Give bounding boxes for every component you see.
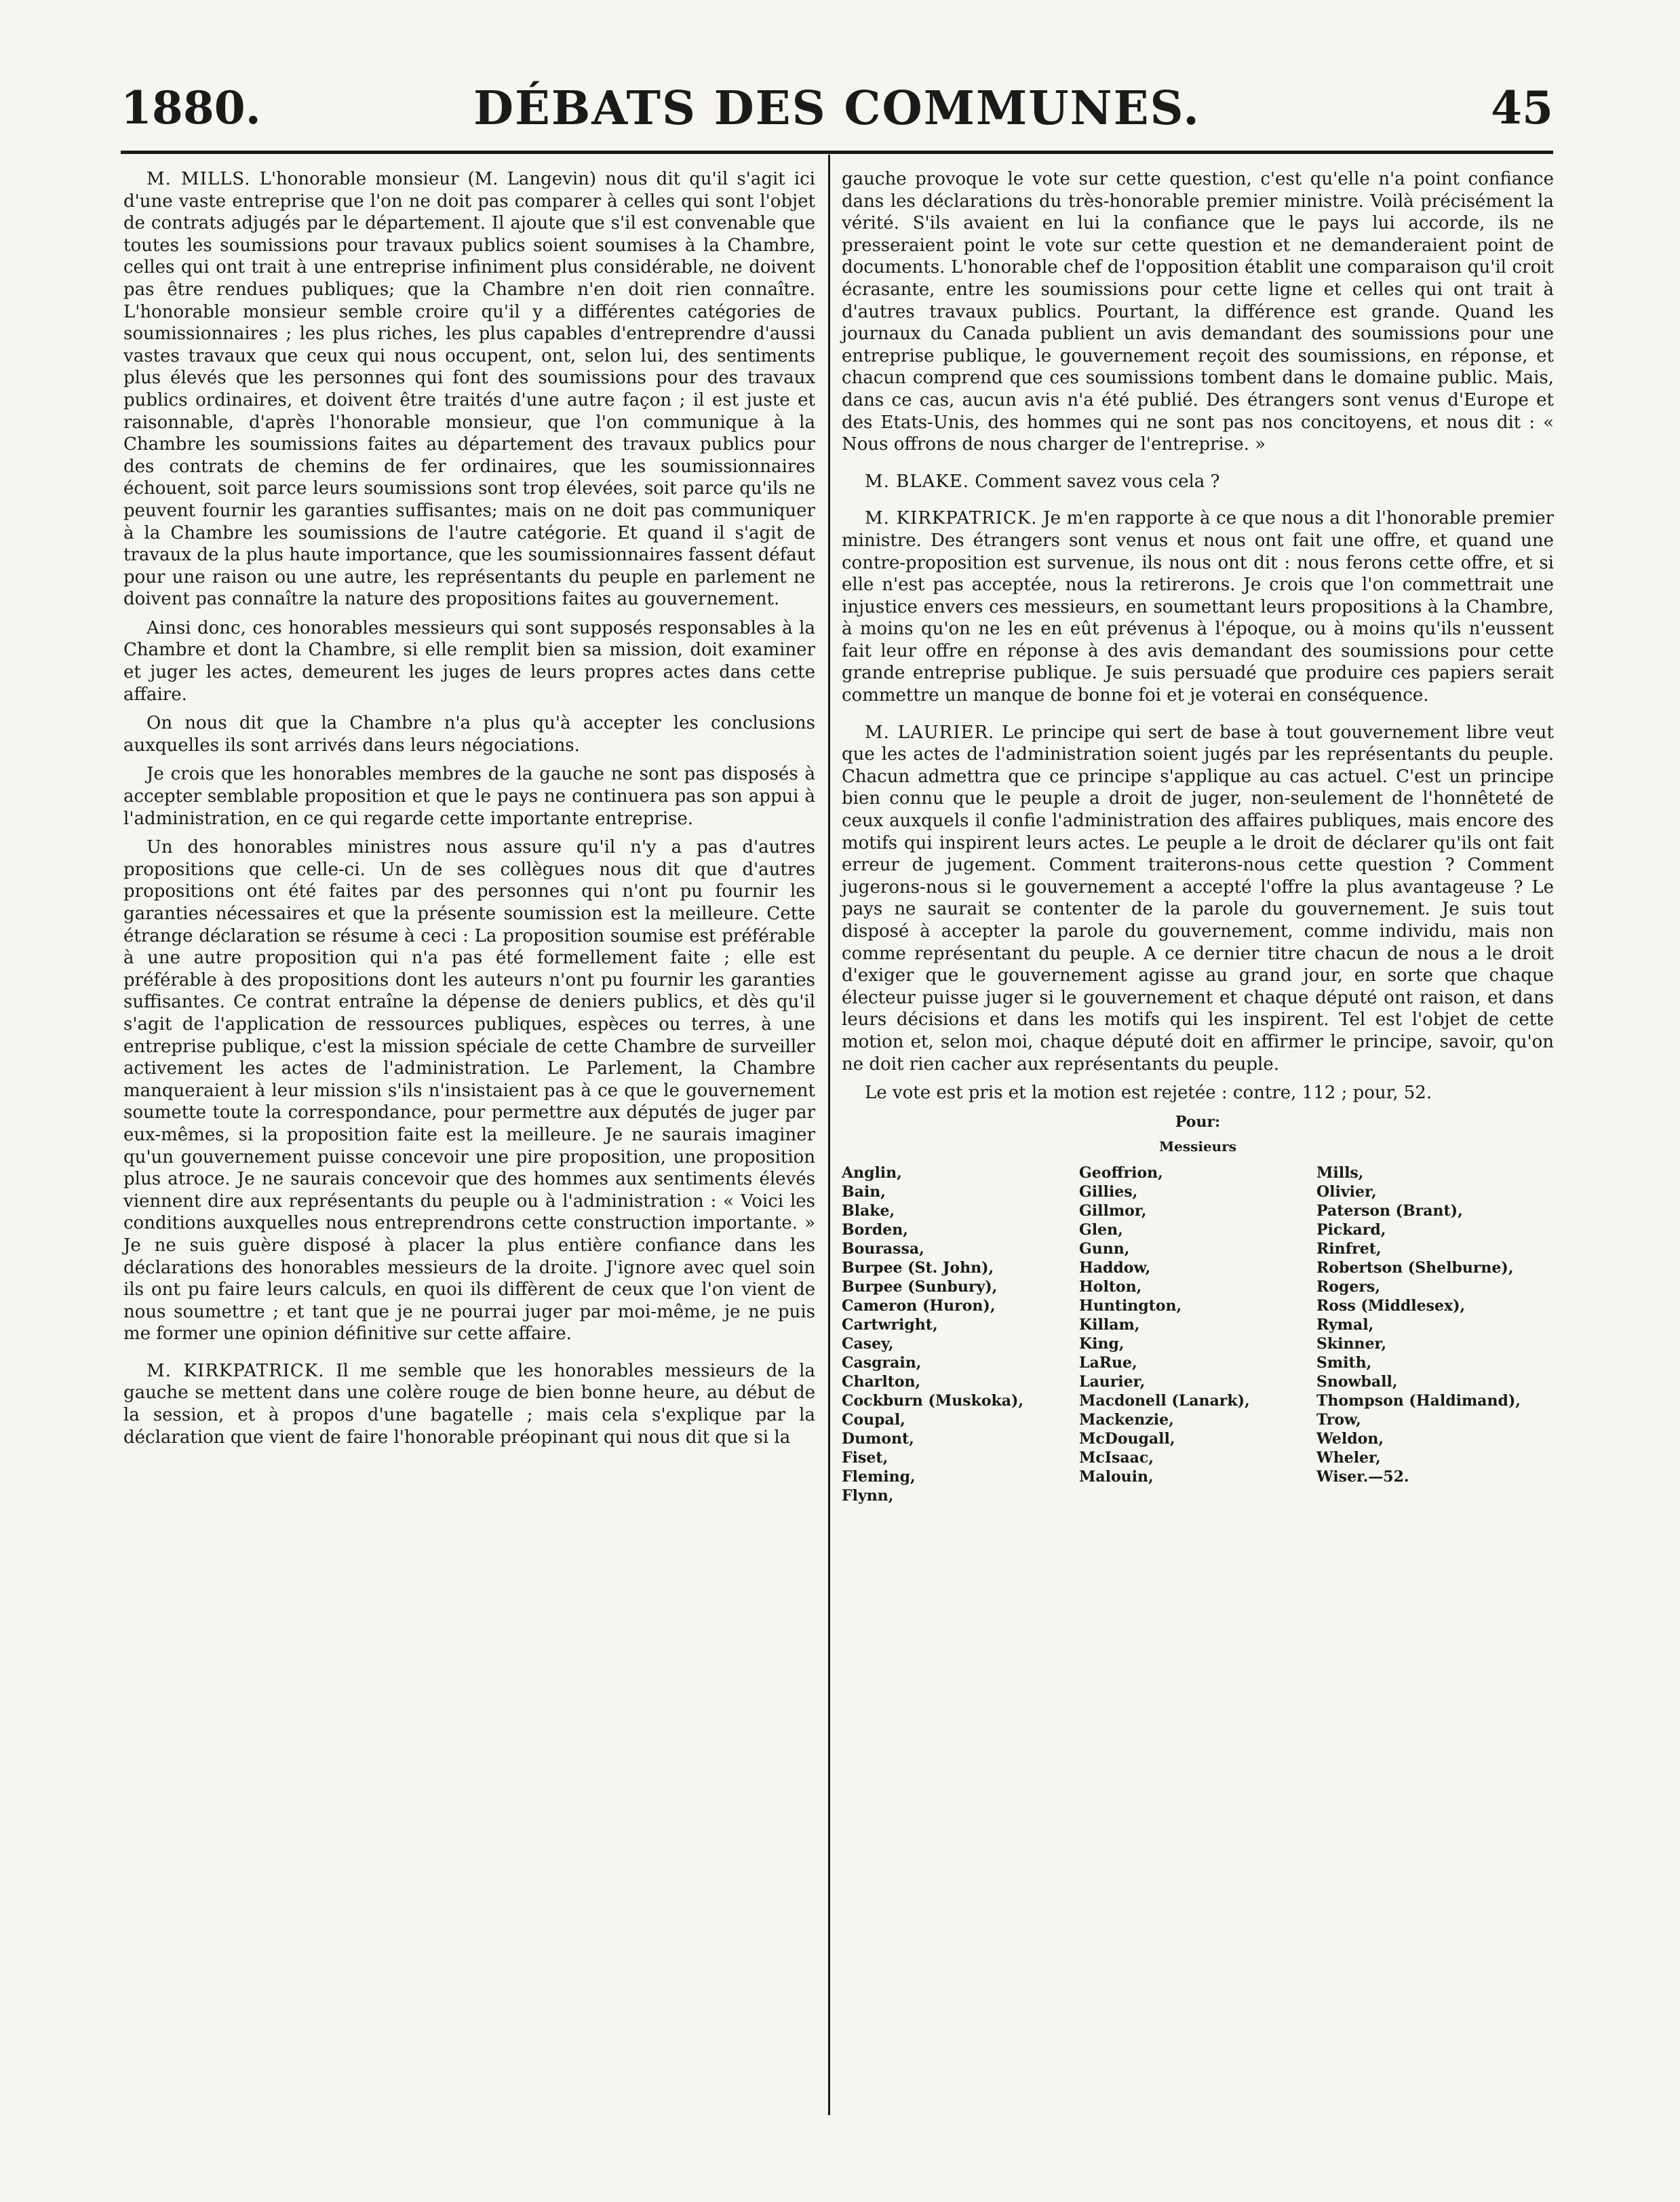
paragraph (842, 471, 1554, 493)
paragraph-text: Il me semble que les honorables messieurs de la gauche se mettent dans une colère rouge de bien bonne heure, au début de la session, et à propos d'une bagatelle ; mais cela s'explique par la déclaration que vient de faire l'honorable préopinant qui nous dit que si la (123, 1360, 816, 1448)
paragraph-text: gauche provoque le vote sur cette question, c'est qu'elle n'a point confiance dans les déclarations du très-honorable premier ministre. Voilà précisément la vérité. S'ils avaient en lui la confiance que le pays lui accorde, ils ne presseraient point le vote sur cette question et ne demanderaient point de documents. L'honorable chef de l'opposition établit une comparaison qu'il croit écrasante, entre les soumissions pour cette ligne et celles qui ont trait à d'autres travaux publics. Pourtant, la différence est grande. Quand les journaux du Canada publient un avis demandant des soumissions pour une entreprise publique, le gouvernement reçoit des soumissions, en réponse, et chacun comprend que ces soumissions tombent dans le domaine public. Mais, dans ce cas, aucun avis n'a été publié. Des étrangers sont venus d'Europe et des Etats-Unis, des hommes qui ne sont pas nos concitoyens, et nous dit : « Nous offrons de nous charger de l'entreprise. » (842, 169, 1554, 455)
paragraph (123, 836, 815, 1345)
member-name: Mills, (1316, 1163, 1364, 1182)
member-name: Rymal, (1316, 1315, 1374, 1334)
paragraph (123, 168, 815, 611)
page-header (121, 81, 1553, 142)
speaker-name: M. BLAKE. (865, 471, 969, 492)
member-name: McDougall, (1079, 1429, 1175, 1448)
member-name: Gillies, (1079, 1182, 1138, 1201)
vote-names (842, 1163, 1554, 1505)
member-name: Snowball, (1316, 1372, 1398, 1391)
member-name: Burpee (St. John), (842, 1258, 994, 1277)
paragraph-text: Comment savez vous cela ? (975, 471, 1220, 492)
speaker-name: M. LAURIER. (865, 722, 995, 743)
vote-names-column-1 (842, 1163, 1079, 1505)
member-name: Charlton, (842, 1372, 921, 1391)
member-name: Robertson (Shelburne), (1316, 1258, 1514, 1277)
paragraph (842, 722, 1554, 1076)
paragraph-text: L'honorable monsieur (M. Langevin) nous dit qu'il s'agit ici d'une vaste entreprise que l'on ne doit pas comparer à celles qui sont l'objet de contrats adjugés par le département. Il ajoute que s'il est convenable que toutes les soumissions pour travaux publics soient soumises à la Chambre, celles qui ont trait à une entreprise infiniment plus considérable, ne doivent pas être rendues publiques; que la Chambre n'en doit rien connaître. L'honorable monsieur semble croire qu'il y a différentes catégories de soumissionnaires ; les plus riches, les plus capables d'entreprendre d'aussi vastes travaux que ceux qui nous occupent, ont, selon lui, des sentiments plus élevés que les personnes qui font des soumissions pour des travaux publics ordinaires, et doivent être traités d'une autre façon ; il est juste et raisonnable, d'après l'honorable monsieur, que l'on communique à la Chambre les soumissions faites au département des travaux publics pour des contrats de chemins de fer ordinaires, que les soumissionnaires échouent, soit parce leurs soumissions sont trop élevées, soit parce qu'ils ne peuvent fournir les garanties suffisantes; mais on ne doit pas communiquer à la Chambre les soumissions de l'autre catégorie. Et quand il s'agit de travaux de la plus haute importance, que les soumissionnaires fassent défaut pour une raison ou une autre, les représentants du peuple en parlement ne doivent pas connaître la nature des propositions faites au gouvernement. (123, 169, 815, 610)
member-name: Geoffrion, (1079, 1163, 1163, 1182)
member-name: Gunn, (1079, 1239, 1130, 1258)
paragraph-text: On nous dit que la Chambre n'a plus qu'à accepter les conclusions auxquelles ils sont arrivés dans leurs négociations. (123, 713, 815, 756)
member-name: Cockburn (Muskoka), (842, 1391, 1024, 1410)
paragraph-text: Un des honorables ministres nous assure qu'il n'y a pas d'autres propositions que celle-ci. Un de ses collègues nous dit que d'autres propositions ont été faites par des personnes qui n'ont pu fournir les garanties nécessaires et que la présente soumission est la meilleure. Cette étrange déclaration se résume à ceci : La proposition soumise est préférable à une autre proposition qui n'a pas été formellement faite ; elle est préférable à des propositions dont les auteurs n'ont pu fournir les garanties suffisantes. Ce contrat entraîne la dépense de deniers publics, et dès qu'il s'agit de l'application de ressources publiques, espèces ou terres, à une entreprise publique, c'est la mission spéciale de cette Chambre de surveiller activement les actes de l'administration. Le Parlement, la Chambre manqueraient à leur mission s'ils n'insistaient pas à ce que le gouvernement soumette toute la correspondance, pour permettre aux députés de juger par eux-mêmes, si la proposition faite est la meilleure. Je ne saurais imaginer qu'un gouvernement puisse concevoir une pire proposition, une proposition plus atroce. Je ne saurais concevoir que des hommes aux sentiments élevés viennent dire aux représentants du peuple ou à l'administration : « Voici les conditions auxquelles nous entreprendrons cette construction importante. » Je ne suis guère disposé à placer la plus entière confiance dans les déclarations des honorables messieurs de la droite. J'ignore avec quel soin ils ont pu faire leurs calculs, en quoi ils diffèrent de ceux que l'on vient de nous soumettre ; et tant que je ne pourrai juger par moi-même, je ne puis me former une opinion définitive sur cette affaire. (123, 837, 815, 1345)
paragraph (123, 617, 815, 706)
paragraph (842, 168, 1554, 456)
member-name: Malouin, (1079, 1467, 1154, 1486)
member-name: Rogers, (1316, 1277, 1380, 1296)
paragraph-text: Ainsi donc, ces honorables messieurs qui sont supposés responsables à la Chambre et dont la Chambre, si elle remplit bien sa mission, doit examiner et juger les actes, demeurent les juges de leurs propres actes dans cette affaire. (123, 617, 815, 705)
member-name: Dumont, (842, 1429, 914, 1448)
vote-heading: Pour: (1175, 1113, 1221, 1131)
member-name: Skinner, (1316, 1334, 1387, 1353)
member-name: Macdonell (Lanark), (1079, 1391, 1250, 1410)
member-name: Coupal, (842, 1410, 905, 1429)
member-name: Haddow, (1079, 1258, 1151, 1277)
member-name: Cameron (Huron), (842, 1296, 996, 1315)
member-name: Wiser.—52. (1316, 1467, 1409, 1486)
column-divider (828, 155, 830, 2115)
page-number: 45 (1491, 81, 1553, 134)
member-name: King, (1079, 1334, 1125, 1353)
speaker-name: M. KIRKPATRICK. (865, 508, 1038, 529)
member-name: Bain, (842, 1182, 886, 1201)
paragraph-text: Je m'en rapporte à ce que nous a dit l'honorable premier ministre. Des étrangers sont venus et nous ont fait une offre, et quand une contre-proposition est survenue, ils nous ont dit : nous ferons cette offre, et si elle n'est pas acceptée, nous la retirerons. Je crois que l'on commettrait une injustice envers ces messieurs, en soumettant leurs propositions à la Chambre, à moins qu'on ne les en eût prévenus à l'époque, ou à moins qu'ils n'eussent fait leur offre en réponse à des avis demandant des soumissions pour cette grande entreprise publique. Je suis persuadé que produire ces papiers serait commettre un manque de bonne foi et je voterai en conséquence. (842, 508, 1555, 706)
member-name: Bourassa, (842, 1239, 924, 1258)
paragraph (123, 763, 815, 830)
paragraph-text: Le principe qui sert de base à tout gouvernement libre veut que les actes de l'administration soient jugés par les représentants du peuple. Chacun admettra que ce principe s'applique au cas actuel. C'est un principe bien connu que le peuple a droit de juger, non-seulement de l'honnêteté de ceux auxquels il confie l'administration des affaires publiques, mais encore des motifs qui inspirent leurs actes. Le peuple a le droit de déclarer qu'ils ont fait erreur de jugement. Comment traiterons-nous cette question ? Comment jugerons-nous si le gouvernement a accepté l'offre la plus avantageuse ? Le pays ne saurait se contenter de la parole du gouvernement. Je suis tout disposé à accepter la parole du gouvernement, comme individu, mais non comme représentant du peuple. A ce dernier titre chacun de nous a le droit d'exiger que le gouvernement agisse au grand jour, en sorte que chaque électeur puisse juger si le gouvernement et chaque député ont raison, et dans leurs décisions et dans les motifs qui les inspirent. Tel est l'objet de cette motion et, selon moi, chaque député doit en affirmer le principe, savoir, qu'on ne doit rien cacher aux représentants du peuple. (842, 722, 1555, 1075)
member-name: Thompson (Haldimand), (1316, 1391, 1521, 1410)
member-name: Gillmor, (1079, 1201, 1147, 1220)
vote-names-column-2 (1079, 1163, 1316, 1505)
member-name: Casgrain, (842, 1353, 922, 1372)
member-name: Weldon, (1316, 1429, 1384, 1448)
member-name: Cartwright, (842, 1315, 938, 1334)
member-name: Anglin, (842, 1163, 902, 1182)
speaker-name: M. MILLS. (146, 169, 251, 189)
speaker-name: M. KIRKPATRICK. (146, 1360, 325, 1381)
member-name: Smith, (1316, 1353, 1372, 1372)
member-name: Huntington, (1079, 1296, 1182, 1315)
member-name: Flynn, (842, 1486, 894, 1505)
member-name: Rinfret, (1316, 1239, 1382, 1258)
header-year: 1880. (121, 81, 261, 134)
paragraph (842, 507, 1554, 706)
member-name: Pickard, (1316, 1220, 1386, 1239)
paragraph-text: Le vote est pris et la motion est rejetée : contre, 112 ; pour, 52. (865, 1083, 1432, 1104)
member-name: Glen, (1079, 1220, 1123, 1239)
member-name: Casey, (842, 1334, 894, 1353)
left-column (123, 168, 815, 1455)
header-rule (121, 151, 1553, 154)
member-name: Killam, (1079, 1315, 1140, 1334)
vote-subheading: Messieurs (1158, 1138, 1237, 1155)
member-name: Fleming, (842, 1467, 916, 1486)
right-column (842, 168, 1554, 1505)
member-name: Wheler, (1316, 1448, 1381, 1467)
header-title: DÉBATS DES COMMUNES. (473, 81, 1200, 136)
member-name: Ross (Middlesex), (1316, 1296, 1466, 1315)
member-name: Paterson (Brant), (1316, 1201, 1463, 1220)
member-name: Fiset, (842, 1448, 888, 1467)
member-name: Burpee (Sunbury), (842, 1277, 998, 1296)
member-name: McIsaac, (1079, 1448, 1154, 1467)
member-name: Laurier, (1079, 1372, 1146, 1391)
vote-names-column-3 (1316, 1163, 1554, 1505)
paragraph (123, 1360, 815, 1448)
member-name: Blake, (842, 1201, 895, 1220)
member-name: Olivier, (1316, 1182, 1377, 1201)
vote-result (842, 1082, 1554, 1104)
paragraph-text: Je crois que les honorables membres de la gauche ne sont pas disposés à accepter semblable proposition et que le pays ne continuera pas son appui à l'administration, en ce qui regarde cette importante entreprise. (123, 764, 815, 829)
member-name: Borden, (842, 1220, 908, 1239)
member-name: Trow, (1316, 1410, 1361, 1429)
member-name: Mackenzie, (1079, 1410, 1174, 1429)
paragraph (123, 712, 815, 756)
member-name: Holton, (1079, 1277, 1142, 1296)
member-name: LaRue, (1079, 1353, 1137, 1372)
